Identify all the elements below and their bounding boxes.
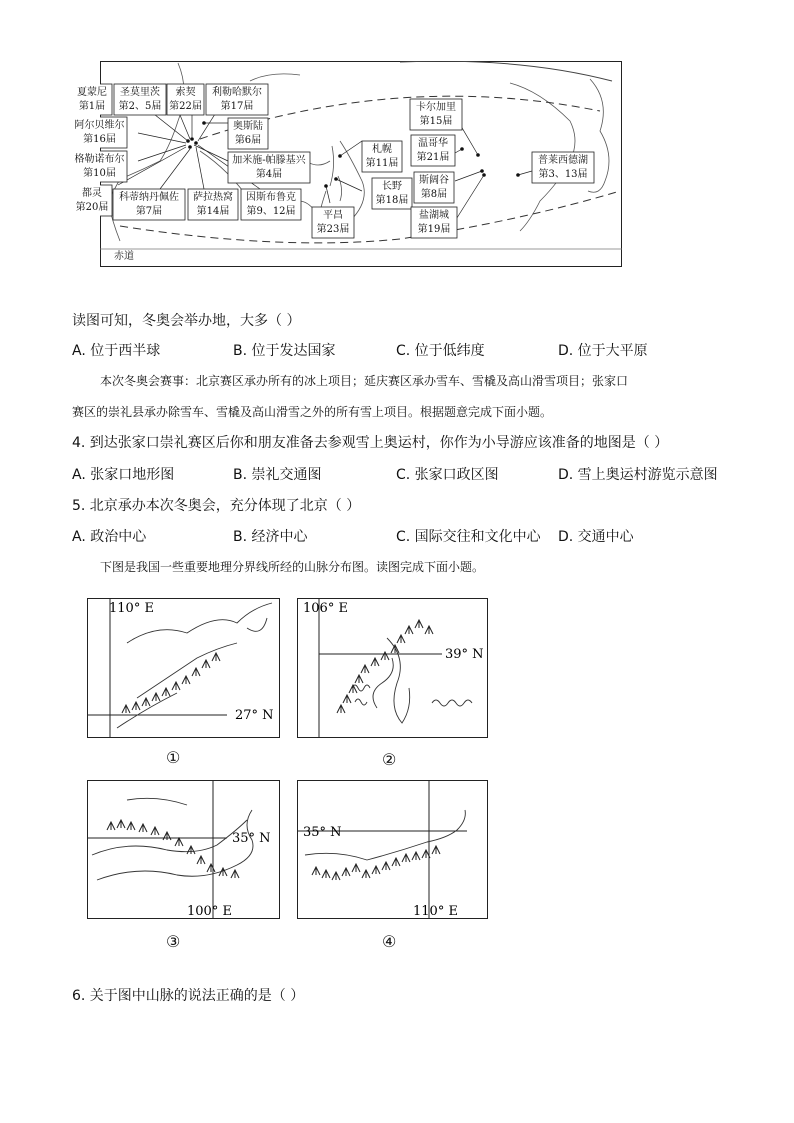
q3-stem: 读图可知，冬奥会举办地，大多（ ） [72,313,301,329]
q3-option-d[interactable]: D. 位于大平原 [558,343,648,359]
q5-option-c[interactable]: C. 国际交往和文化中心 [396,529,541,545]
host-label-sochi: 索契 第22届 [169,87,202,112]
host-label-salt-lake-city: 盐湖城 第19届 [417,210,451,235]
map3-caption: ③ [166,932,181,951]
map2-lat-label: 39° N [445,647,484,662]
host-label-lillehammer: 利勒哈默尔 第17届 [212,87,262,112]
mountain-map-3 [87,780,280,919]
q5-option-a[interactable]: A. 政治中心 [72,529,147,545]
equator-label: 赤道 [114,251,134,262]
intro-paragraph-mountains: 下图是我国一些重要地理分界线所经的山脉分布图。读图完成下面小题。 [100,560,485,574]
map4-lat-label: 35° N [303,825,342,840]
q4-option-a[interactable]: A. 张家口地形图 [72,467,175,483]
host-label-nagano: 长野 第18届 [375,181,409,206]
q4-option-b[interactable]: B. 崇礼交通图 [233,467,322,483]
host-label-sapporo: 札幌 第11届 [365,144,399,169]
host-label-turin: 都灵 第20届 [75,188,109,213]
map1-lat-label: 27° N [235,708,274,723]
q4-option-d[interactable]: D. 雪上奥运村游览示意图 [558,467,718,483]
map4-caption: ④ [382,932,397,951]
q5-option-d[interactable]: D. 交通中心 [558,529,634,545]
host-label-cortina: 科蒂纳丹佩佐 第7届 [119,192,179,217]
map1-labels [0,0,794,300]
host-label-sarajevo: 萨拉热窝 第14届 [193,192,233,217]
map3-lon-label: 100° E [187,904,232,919]
q5-option-b[interactable]: B. 经济中心 [233,529,308,545]
host-label-albertville: 阿尔贝维尔 第16届 [74,120,125,145]
map4-lon-label: 110° E [413,904,458,919]
host-label-lake-placid: 普莱西德湖 第3、13届 [538,155,588,180]
map2-caption: ② [382,750,397,769]
mountain-map-1 [87,598,280,738]
intro-paragraph-line2: 赛区的崇礼县承办除雪车、雪橇及高山滑雪之外的所有雪上项目。根据题意完成下面小题。 [72,405,553,419]
map2-lon-label: 106° E [303,601,348,616]
map1-lon-label: 110° E [109,601,154,616]
host-label-pyeongchang: 平昌 第23届 [316,210,350,235]
host-label-calgary: 卡尔加里 第15届 [416,102,456,127]
host-label-oslo: 奥斯陆 第6届 [233,121,263,146]
map3-lat-label: 35° N [232,831,271,846]
host-label-squaw-valley: 斯阔谷 第8届 [419,175,449,200]
q3-option-a[interactable]: A. 位于西半球 [72,343,161,359]
q4-stem: 4. 到达张家口崇礼赛区后你和朋友准备去参观雪上奥运村，你作为小导游应该准备的地图是（ ） [72,435,669,451]
q3-option-b[interactable]: B. 位于发达国家 [233,343,336,359]
mountain-map-2 [297,598,488,738]
map1-caption: ① [166,748,181,767]
host-label-grenoble: 格勒诺布尔 第10届 [74,154,125,179]
host-label-chamonix: 夏蒙尼 第1届 [77,87,107,112]
q3-option-c[interactable]: C. 位于低纬度 [396,343,485,359]
host-label-garmisch: 加米施-帕滕基兴 第4届 [232,155,306,180]
host-label-innsbruck: 因斯布鲁克 第9、12届 [246,192,296,217]
host-label-st-moritz: 圣莫里茨 第2、5届 [118,87,162,112]
q4-option-c[interactable]: C. 张家口政区图 [396,467,499,483]
q5-stem: 5. 北京承办本次冬奥会，充分体现了北京（ ） [72,498,361,514]
host-label-vancouver: 温哥华 第21届 [416,138,450,163]
intro-paragraph-line1: 本次冬奥会赛事：北京赛区承办所有的冰上项目；延庆赛区承办雪车、雪橇及高山滑雪项目；张家口 [100,374,629,388]
q6-stem: 6. 关于图中山脉的说法正确的是（ ） [72,988,305,1004]
mountain-map-4 [297,780,488,919]
